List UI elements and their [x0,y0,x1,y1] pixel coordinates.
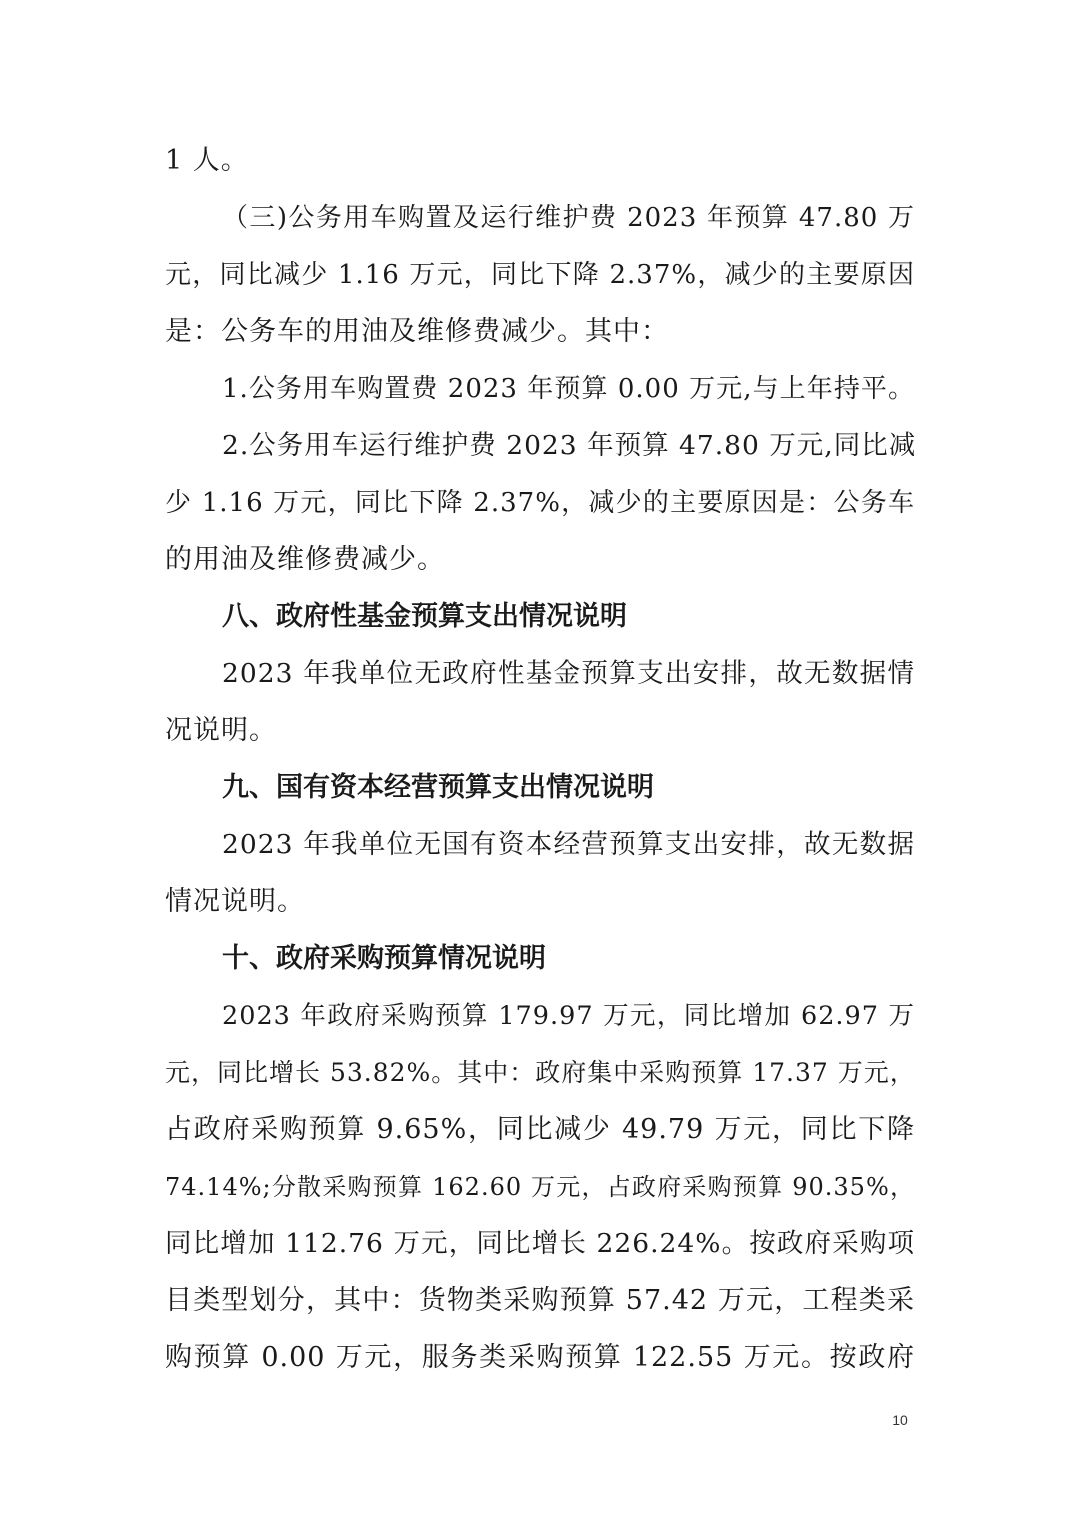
body-line: 目类型划分，其中：货物类采购预算 57.42 万元，工程类采 [165,1285,915,1316]
body-line: 元，同比减少 1.16 万元，同比下降 2.37%，减少的主要原因 [165,260,915,290]
body-line: 同比增加 112.76 万元，同比增长 226.24%。按政府采购项 [165,1228,915,1259]
body-line: 元，同比增长 53.82%。其中：政府集中采购预算 17.37 万元， [165,1058,916,1087]
section-heading: 十、政府采购预算情况说明 [222,943,546,974]
body-line: 购预算 0.00 万元，服务类采购预算 122.55 万元。按政府 [165,1342,915,1373]
body-line: 况说明。 [165,715,277,746]
body-line: 占政府采购预算 9.65%，同比减少 49.79 万元，同比下降 [165,1114,915,1145]
body-line: 是：公务车的用油及维修费减少。其中： [165,316,669,347]
body-line: 2.公务用车运行维护费 2023 年预算 47.80 万元,同比减 [222,430,917,461]
section-heading: 八、政府性基金预算支出情况说明 [222,601,627,632]
body-line: 2023 年我单位无政府性基金预算支出安排，故无数据情 [222,658,915,689]
body-line: 的用油及维修费减少。 [165,544,445,575]
body-line: 2023 年政府采购预算 179.97 万元，同比增加 62.97 万 [222,1001,915,1031]
page-number: 10 [892,1412,908,1428]
body-line: 2023 年我单位无国有资本经营预算支出安排，故无数据 [222,829,915,860]
body-line: 74.14%;分散采购预算 162.60 万元，占政府采购预算 90.35%， [165,1173,915,1201]
section-heading: 九、国有资本经营预算支出情况说明 [222,772,654,803]
body-line: 1 人。 [165,145,249,176]
body-line: 情况说明。 [165,886,305,917]
body-line: 少 1.16 万元，同比下降 2.37%，减少的主要原因是：公务车 [165,488,915,518]
body-line: （三)公务用车购置及运行维护费 2023 年预算 47.80 万 [222,203,915,233]
body-line: 1.公务用车购置费 2023 年预算 0.00 万元,与上年持平。 [222,374,915,404]
